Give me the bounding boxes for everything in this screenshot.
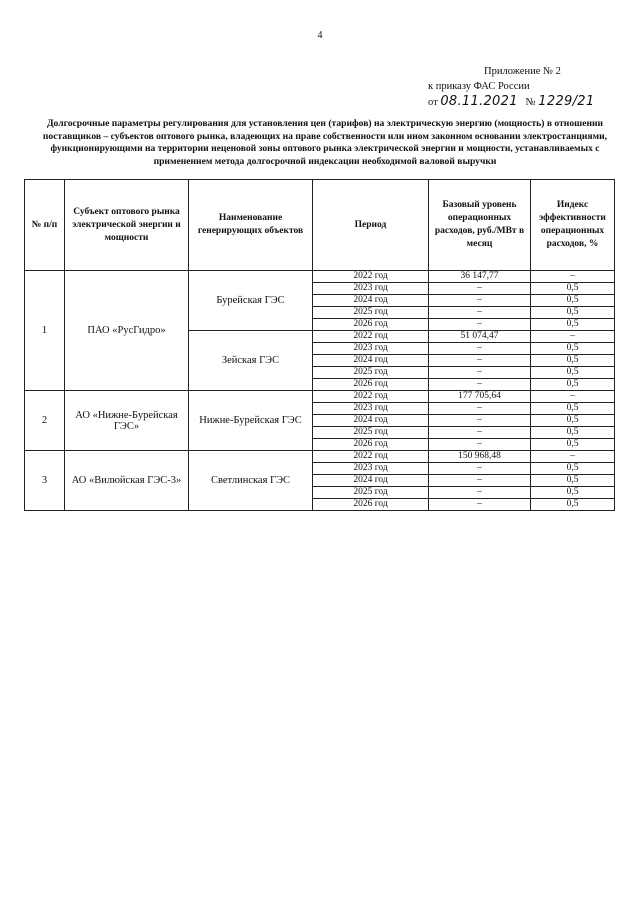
page-number: 4 (317, 30, 323, 41)
efficiency-index-cell: 0,5 (531, 343, 615, 355)
efficiency-index-cell: 0,5 (531, 487, 615, 499)
row-number: 3 (25, 451, 65, 511)
header-period: Период (313, 180, 429, 271)
period-cell: 2025 год (313, 367, 429, 379)
efficiency-index-cell: 0,5 (531, 283, 615, 295)
efficiency-index-cell: 0,5 (531, 355, 615, 367)
market-subject: ПАО «РусГидро» (65, 271, 189, 391)
market-subject: АО «Нижне-Бурейская ГЭС» (65, 391, 189, 451)
period-cell: 2026 год (313, 499, 429, 511)
base-level-cell: – (429, 295, 531, 307)
base-level-cell: – (429, 367, 531, 379)
period-cell: 2024 год (313, 475, 429, 487)
period-cell: 2024 год (313, 415, 429, 427)
efficiency-index-cell: – (531, 391, 615, 403)
header-num: № п/п (25, 180, 65, 271)
date-prefix: от (428, 97, 438, 108)
period-cell: 2025 год (313, 307, 429, 319)
efficiency-index-cell: 0,5 (531, 295, 615, 307)
period-cell: 2023 год (313, 343, 429, 355)
period-cell: 2023 год (313, 403, 429, 415)
number-prefix: № (525, 97, 536, 108)
efficiency-index-cell: 0,5 (531, 403, 615, 415)
efficiency-index-cell: – (531, 271, 615, 283)
generating-object: Зейская ГЭС (189, 331, 313, 391)
base-level-cell: – (429, 439, 531, 451)
base-level-cell: 51 074,47 (429, 331, 531, 343)
period-cell: 2025 год (313, 427, 429, 439)
row-number: 2 (25, 391, 65, 451)
period-cell: 2024 год (313, 295, 429, 307)
efficiency-index-cell: – (531, 451, 615, 463)
base-level-cell: – (429, 427, 531, 439)
generating-object: Светлинская ГЭС (189, 451, 313, 511)
efficiency-index-cell: 0,5 (531, 463, 615, 475)
table-row (25, 391, 615, 403)
document-title: Долгосрочные параметры регулирования для установления цен (тарифов) на электрическую энергию (мощность) в отношении поставщиков – субъектов оптового рынка, владеющих на праве собственности или ином законном основании электростанциями, функционирующими на территории неценовой зоны оптового рынка электрической энергии и мощности, устанавливаемых с применением метода долгосрочной индексации необходимой валовой выручки (42, 118, 608, 167)
period-cell: 2024 год (313, 355, 429, 367)
base-level-cell: – (429, 475, 531, 487)
base-level-cell: – (429, 379, 531, 391)
period-cell: 2022 год (313, 391, 429, 403)
appendix-date-line (428, 94, 594, 110)
efficiency-index-cell: 0,5 (531, 319, 615, 331)
table-body (25, 271, 615, 511)
period-cell: 2026 год (313, 319, 429, 331)
period-cell: 2023 год (313, 463, 429, 475)
efficiency-index-cell: – (531, 331, 615, 343)
base-level-cell: – (429, 307, 531, 319)
efficiency-index-cell: 0,5 (531, 439, 615, 451)
generating-object: Нижне-Бурейская ГЭС (189, 391, 313, 451)
table-header-row (25, 180, 615, 271)
efficiency-index-cell: 0,5 (531, 475, 615, 487)
appendix-order-line: к приказу ФАС России (428, 81, 530, 92)
handwritten-date: 08.11.2021 (440, 94, 518, 109)
efficiency-index-cell: 0,5 (531, 367, 615, 379)
base-level-cell: – (429, 343, 531, 355)
base-level-cell: – (429, 319, 531, 331)
header-subject: Субъект оптового рынка электрической энергии и мощности (65, 180, 189, 271)
tariff-parameters-table (24, 179, 615, 511)
period-cell: 2025 год (313, 487, 429, 499)
header-base-level: Базовый уровень операционных расходов, руб./МВт в месяц (429, 180, 531, 271)
efficiency-index-cell: 0,5 (531, 415, 615, 427)
base-level-cell: 177 705,64 (429, 391, 531, 403)
generating-object: Бурейская ГЭС (189, 271, 313, 331)
table-row (25, 271, 615, 283)
appendix-block (428, 64, 594, 110)
base-level-cell: – (429, 463, 531, 475)
period-cell: 2023 год (313, 283, 429, 295)
efficiency-index-cell: 0,5 (531, 499, 615, 511)
handwritten-number: 1229/21 (538, 94, 595, 109)
period-cell: 2022 год (313, 331, 429, 343)
period-cell: 2022 год (313, 451, 429, 463)
base-level-cell: – (429, 355, 531, 367)
period-cell: 2026 год (313, 439, 429, 451)
row-number: 1 (25, 271, 65, 391)
efficiency-index-cell: 0,5 (531, 427, 615, 439)
base-level-cell: 36 147,77 (429, 271, 531, 283)
header-objects: Наименование генерирующих объектов (189, 180, 313, 271)
efficiency-index-cell: 0,5 (531, 379, 615, 391)
market-subject: АО «Вилюйская ГЭС-3» (65, 451, 189, 511)
base-level-cell: – (429, 403, 531, 415)
period-cell: 2026 год (313, 379, 429, 391)
base-level-cell: – (429, 283, 531, 295)
table-row (25, 451, 615, 463)
base-level-cell: – (429, 499, 531, 511)
base-level-cell: – (429, 487, 531, 499)
base-level-cell: – (429, 415, 531, 427)
efficiency-index-cell: 0,5 (531, 307, 615, 319)
appendix-title: Приложение № 2 (484, 66, 561, 77)
header-efficiency-index: Индекс эффективности операционных расходов, % (531, 180, 615, 271)
base-level-cell: 150 968,48 (429, 451, 531, 463)
period-cell: 2022 год (313, 271, 429, 283)
